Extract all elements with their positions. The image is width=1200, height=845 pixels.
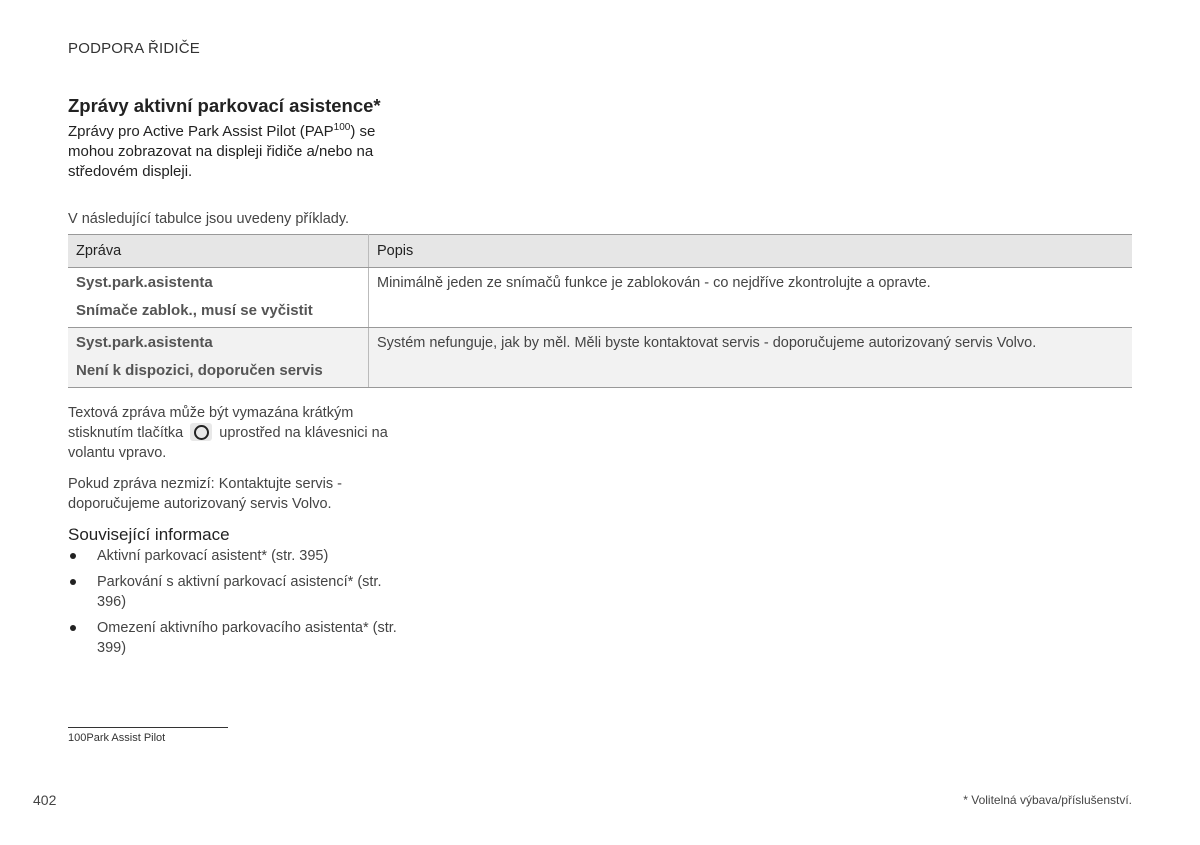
related-link-label: Omezení aktivního parkovacího asistenta* (str. 399) — [97, 620, 397, 656]
circle-button-icon — [190, 423, 212, 441]
related-link[interactable] — [68, 572, 398, 612]
message-text: Snímače zablok., musí se vyčistit — [76, 302, 313, 319]
clear-message-paragraph — [68, 403, 403, 463]
section-title: Zprávy aktivní parkovací asistence* — [68, 95, 381, 116]
bullet-icon — [70, 579, 76, 585]
bullet-icon — [70, 553, 76, 559]
intro-text-end: ) se mohou zobrazovat na displeji řidiče a/nebo na středovém displeji. — [68, 123, 376, 180]
message-cell — [68, 328, 369, 388]
footnote — [68, 732, 165, 744]
optional-equipment-note: * Volitelná výbava/příslušenství. — [963, 793, 1132, 807]
table-header-row — [68, 235, 1132, 268]
related-link[interactable] — [68, 546, 398, 566]
messages-table — [68, 234, 1132, 388]
bullet-icon — [70, 625, 76, 631]
footnote-text: Park Assist Pilot — [86, 732, 166, 744]
clear-message-text-start: Textová zpráva může být vymazána krátkým stisknutím tlačítka — [68, 405, 354, 441]
description-cell: Minimálně jeden ze snímačů funkce je zablokován - co nejdříve zkontrolujte a opravte. — [369, 268, 1133, 328]
column-header-description: Popis — [369, 235, 1133, 268]
related-info-list — [68, 546, 398, 664]
table-row — [68, 328, 1132, 388]
footnote-reference[interactable]: 100 — [333, 122, 351, 133]
footnote-number: 100 — [68, 732, 87, 744]
page-number: 402 — [33, 792, 57, 808]
running-header: PODPORA ŘIDIČE — [68, 40, 200, 57]
related-link[interactable] — [68, 618, 398, 658]
table-row — [68, 268, 1132, 328]
column-header-message: Zpráva — [68, 235, 369, 268]
contact-service-paragraph: Pokud zpráva nezmizí: Kontaktujte servis - doporučujeme autorizovaný servis Volvo. — [68, 476, 343, 512]
message-cell — [68, 268, 369, 328]
clear-message-text-end: uprostřed na klávesnici na volantu vpravo. — [68, 425, 388, 461]
intro-paragraph — [68, 122, 398, 182]
table-caption: V následující tabulce jsou uvedeny příklady. — [68, 211, 350, 227]
circle-ring — [194, 425, 209, 440]
related-link-label: Parkování s aktivní parkovací asistencí* (str. 396) — [97, 574, 382, 610]
related-info-heading: Související informace — [68, 525, 230, 544]
message-title: Syst.park.asistenta — [76, 274, 213, 291]
message-text: Není k dispozici, doporučen servis — [76, 362, 323, 379]
intro-text-start: Zprávy pro Active Park Assist Pilot (PAP — [68, 123, 334, 140]
related-link-label: Aktivní parkovací asistent* (str. 395) — [97, 548, 329, 564]
description-cell: Systém nefunguje, jak by měl. Měli byste kontaktovat servis - doporučujeme autorizovaný servis Volvo. — [369, 328, 1133, 388]
message-title: Syst.park.asistenta — [76, 334, 213, 351]
footnote-divider — [68, 727, 228, 728]
